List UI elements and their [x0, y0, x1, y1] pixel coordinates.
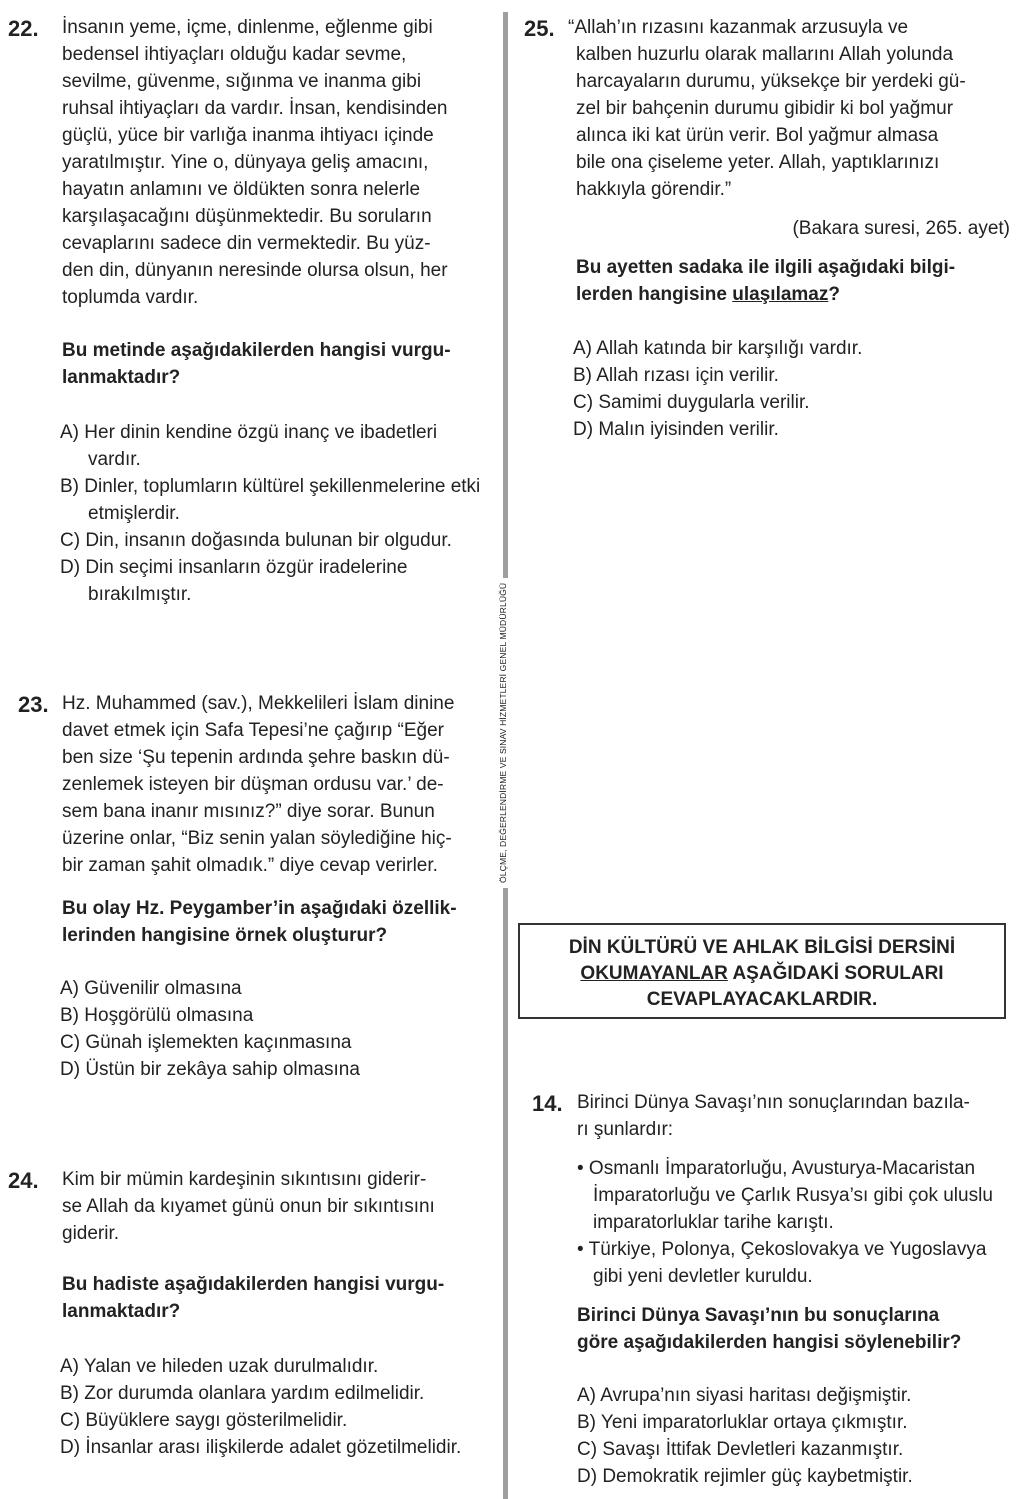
prompt-underlined: ulaşılamaz: [732, 284, 829, 305]
question-22: [62, 14, 494, 608]
stem-line: zel bir bahçenin durumu gibidir ki bol yağmur: [576, 98, 954, 119]
stem-line: cevaplarını sadece din vermektedir. Bu yüz-: [62, 233, 431, 254]
question-23: [62, 690, 496, 1083]
prompt-line: Bu metinde aşağıdakilerden hangisi vurgu-: [62, 340, 451, 361]
side-text: ÖLÇME, DEĞERLENDİRME VE SINAV HİZMETLERİ GENEL MÜDÜRLÜĞÜ: [498, 578, 508, 888]
option-c[interactable]: C) Büyüklere saygı gösterilmelidir.: [60, 1410, 348, 1431]
notice-line: DİN KÜLTÜRÜ VE AHLAK BİLGİSİ DERSİNİ: [568, 937, 956, 958]
q22-options: [60, 419, 494, 608]
q14-bullets: [577, 1155, 1009, 1290]
q25-options: [568, 335, 1010, 443]
prompt-line: göre aşağıdakilerden hangisi söylenebilir?: [577, 1332, 962, 1353]
stem-line: kalben huzurlu olarak mallarını Allah yolunda: [576, 44, 954, 65]
prompt-line: [576, 281, 1010, 308]
stem-line: toplumda vardır.: [62, 287, 199, 308]
bullet-item: • Türkiye, Polonya, Çekoslovakya ve Yugoslavya gibi yeni devletler kuruldu.: [577, 1239, 987, 1287]
stem-line: hakkıyla görendir.”: [576, 179, 732, 200]
q25-source: (Bakara suresi, 265. ayet): [792, 218, 1010, 239]
prompt-line: Bu hadiste aşağıdakilerden hangisi vurgu-: [62, 1274, 445, 1295]
q24-prompt: [62, 1271, 496, 1325]
q14-stem: [577, 1089, 1009, 1143]
prompt-line: lanmaktadır?: [62, 1301, 181, 1322]
stem-line: yaratılmıştır. Yine o, dünyaya geliş amacını,: [62, 152, 429, 173]
prompt-line: Birinci Dünya Savaşı’nın bu sonuçlarına: [577, 1305, 940, 1326]
notice-underlined: OKUMAYANLAR: [580, 963, 728, 984]
prompt-line: lerinden hangisine örnek oluşturur?: [62, 925, 388, 946]
q22-stem: [62, 14, 494, 311]
stem-line: zenlemek isteyen bir düşman ordusu var.’ de-: [62, 774, 444, 795]
q23-prompt: [62, 895, 496, 949]
stem-line: bir zaman şahit olmadık.” diye cevap verirler.: [62, 855, 438, 876]
q14-options: [577, 1382, 1009, 1490]
option-a[interactable]: A) Güvenilir olmasına: [60, 978, 242, 999]
stem-line: Kim bir mümin kardeşinin sıkıntısını giderir-: [62, 1169, 427, 1190]
notice-line: [520, 961, 1004, 987]
option-c[interactable]: C) Günah işlemekten kaçınmasına: [60, 1032, 352, 1053]
option-d[interactable]: D) Üstün bir zekâya sahip olmasına: [60, 1059, 360, 1080]
notice-box: [518, 923, 1006, 1019]
question-24: [62, 1166, 496, 1461]
stem-line: Birinci Dünya Savaşı’nın sonuçlarından bazıla-: [577, 1092, 970, 1113]
stem-line: İnsanın yeme, içme, dinlenme, eğlenme gibi: [62, 17, 433, 38]
q22-number: 22.: [8, 16, 39, 41]
option-d[interactable]: D) İnsanlar arası ilişkilerde adalet gözetilmelidir.: [60, 1437, 462, 1458]
q24-stem: [62, 1166, 496, 1247]
option-b[interactable]: B) Zor durumda olanlara yardım edilmelidir.: [60, 1383, 425, 1404]
notice-text: AŞAĞIDAKİ SORULARI: [727, 963, 944, 984]
q25-stem: [568, 14, 1010, 203]
option-c[interactable]: C) Din, insanın doğasında bulunan bir olgudur.: [60, 530, 452, 551]
option-c[interactable]: C) Savaşı İttifak Devletleri kazanmıştır.: [577, 1439, 904, 1460]
option-d[interactable]: D) Demokratik rejimler güç kaybetmiştir.: [577, 1466, 913, 1487]
stem-line: ruhsal ihtiyaçları da vardır. İnsan, kendisinden: [62, 98, 448, 119]
stem-line: ben size ‘Şu tepenin ardında şehre baskın dü-: [62, 747, 450, 768]
stem-line: bedensel ihtiyaçları olduğu kadar sevme,: [62, 44, 407, 65]
q23-options: [60, 975, 496, 1083]
stem-line: üzerine onlar, “Biz senin yalan söylediğine hiç-: [62, 828, 452, 849]
stem-line: sem bana inanır mısınız?” diye sorar. Bunun: [62, 801, 435, 822]
question-25: [568, 14, 1010, 443]
prompt-line: lanmaktadır?: [62, 367, 181, 388]
stem-line: den din, dünyanın neresinde olursa olsun, her: [62, 260, 448, 281]
option-b[interactable]: B) Allah rızası için verilir.: [573, 365, 779, 386]
prompt-text: ?: [828, 284, 840, 305]
prompt-text: lerden hangisine: [576, 284, 733, 305]
option-a[interactable]: A) Yalan ve hileden uzak durulmalıdır.: [60, 1356, 379, 1377]
option-b[interactable]: B) Dinler, toplumların kültürel şekillenmelerine etki etmişlerdir.: [60, 476, 481, 524]
stem-line: harcayaların durumu, yüksekçe bir yerdeki gü-: [576, 71, 966, 92]
stem-line: güçlü, yüce bir varlığa inanma ihtiyacı içinde: [62, 125, 434, 146]
stem-line: sevilme, güvenme, sığınma ve inanma gibi: [62, 71, 422, 92]
q25-number: 25.: [524, 16, 555, 41]
q25-prompt: [568, 254, 1010, 308]
option-d[interactable]: D) Din seçimi insanların özgür iradelerine bırakılmıştır.: [60, 557, 408, 605]
option-b[interactable]: B) Hoşgörülü olmasına: [60, 1005, 254, 1026]
q14-number: 14.: [532, 1091, 563, 1116]
stem-line: bile ona çiseleme yeter. Allah, yaptıklarınızı: [576, 152, 940, 173]
option-b[interactable]: B) Yeni imparatorluklar ortaya çıkmıştır.: [577, 1412, 908, 1433]
option-a[interactable]: A) Her dinin kendine özgü inanç ve ibadetleri vardır.: [60, 422, 438, 470]
stem-line: giderir.: [62, 1223, 120, 1244]
option-d[interactable]: D) Malın iyisinden verilir.: [573, 419, 779, 440]
q14-prompt: [577, 1302, 1009, 1356]
stem-line: “Allah’ın rızasını kazanmak arzusuyla ve: [568, 17, 909, 38]
q23-number: 23.: [18, 692, 49, 717]
q23-stem: [62, 690, 496, 879]
q24-number: 24.: [8, 1168, 39, 1193]
bullet-item: • Osmanlı İmparatorluğu, Avusturya-Macaristan İmparatorluğu ve Çarlık Rusya’sı gibi çok uluslu imparatorluklar tarihe karıştı.: [577, 1158, 993, 1233]
stem-line: davet etmek için Safa Tepesi’ne çağırıp “Eğer: [62, 720, 444, 741]
stem-line: karşılaşacağını düşünmektedir. Bu soruların: [62, 206, 432, 227]
option-c[interactable]: C) Samimi duygularla verilir.: [573, 392, 810, 413]
stem-line: hayatın anlamını ve öldükten sonra nelerle: [62, 179, 421, 200]
prompt-line: Bu ayetten sadaka ile ilgili aşağıdaki bilgi-: [576, 257, 956, 278]
stem-line: Hz. Muhammed (sav.), Mekkelileri İslam dinine: [62, 693, 455, 714]
q24-options: [60, 1353, 496, 1461]
stem-line: se Allah da kıyamet günü onun bir sıkıntısını: [62, 1196, 435, 1217]
option-a[interactable]: A) Avrupa’nın siyasi haritası değişmiştir.: [577, 1385, 912, 1406]
stem-line: rı şunlardır:: [577, 1119, 674, 1140]
stem-line: alınca iki kat ürün verir. Bol yağmur almasa: [576, 125, 939, 146]
q22-prompt: [62, 337, 494, 391]
question-14: [577, 1089, 1009, 1490]
option-a[interactable]: A) Allah katında bir karşılığı vardır.: [573, 338, 863, 359]
notice-line: CEVAPLAYACAKLARDIR.: [646, 989, 878, 1010]
prompt-line: Bu olay Hz. Peygamber’in aşağıdaki özellik-: [62, 898, 457, 919]
